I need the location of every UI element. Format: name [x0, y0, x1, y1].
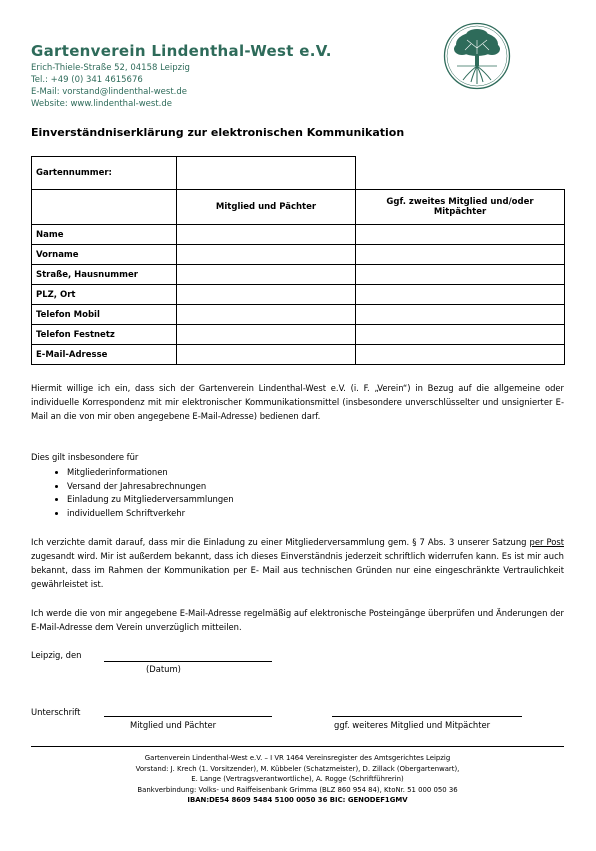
footer-bank: Bankverbindung: Volks- und Raiffeisenbank Grimma (BLZ 860 954 84), KtoNr. 51 000 050 36	[137, 785, 458, 794]
second-member-field[interactable]	[356, 345, 565, 365]
row-label: Straße, Hausnummer	[32, 265, 177, 285]
second-member-field[interactable]	[356, 325, 565, 345]
row-label: Telefon Mobil	[32, 305, 177, 325]
second-member-signature-caption: ggf. weiteres Mitglied und Mitpächter	[334, 720, 491, 730]
garden-number-field[interactable]	[177, 157, 356, 190]
second-member-field[interactable]	[356, 285, 565, 305]
column-header-second-member: Ggf. zweites Mitglied und/oder Mitpächter	[356, 190, 565, 225]
second-member-field[interactable]	[356, 245, 565, 265]
member-field[interactable]	[177, 225, 356, 245]
table-row	[32, 245, 565, 265]
row-label: Name	[32, 225, 177, 245]
org-email: E-Mail: vorstand@lindenthal-west.de	[31, 87, 187, 97]
member-field[interactable]	[177, 285, 356, 305]
row-label: Telefon Festnetz	[32, 325, 177, 345]
list-item: • Versand der Jahresabrechnungen	[67, 480, 234, 494]
document-title: Einverständniserklärung zur elektronischen Kommunikation	[31, 126, 405, 139]
table-row	[32, 225, 565, 245]
table-row	[32, 325, 565, 345]
list-item: • Mitgliederinformationen	[67, 466, 234, 480]
org-name: Gartenverein Lindenthal-West e.V.	[31, 42, 332, 60]
footer-registry: Gartenverein Lindenthal-West e.V. – I VR 1464 Vereinsregister des Amtsgerichtes Leipzig	[144, 754, 451, 762]
footer-divider	[31, 746, 564, 747]
member-field[interactable]	[177, 345, 356, 365]
list-item: • individuellem Schriftverkehr	[67, 507, 234, 521]
table-row	[32, 305, 565, 325]
second-member-field[interactable]	[356, 225, 565, 245]
date-line[interactable]	[104, 661, 272, 662]
consent-intro: Dies gilt insbesondere für	[31, 452, 139, 462]
garden-number-label: Gartennummer:	[32, 157, 177, 190]
second-member-field[interactable]	[356, 265, 565, 285]
table-row	[32, 345, 565, 365]
footer-iban: IBAN:DE54 8609 5484 5100 0050 36 BIC: GENODEF1GMV	[187, 796, 408, 804]
second-member-signature-line[interactable]	[332, 716, 522, 717]
list-item: • Einladung zu Mitgliederversammlungen	[67, 493, 234, 507]
footer-board: Vorstand: J. Krech (1. Vorsitzender), M. Kübbeler (Schatzmeister), D. Zillack (Obergartenwart),	[135, 764, 460, 773]
org-phone: Tel.: +49 (0) 341 4615676	[31, 75, 143, 85]
footer	[31, 753, 564, 806]
footer-board-2: E. Lange (Vertragsverantwortliche), A. Rogge (Schriftführerin)	[191, 775, 404, 783]
consent-paragraph-2: Ich verzichte damit darauf, dass mir die Einladung zu einer Mitgliederversammlung gem. § 7 Abs. 3 unserer Satzung per Post zugesandt wird. Mir ist außerdem bekannt, dass ich dieses Einverständnis jederzeit schriftlich widerrufen kann. Es ist mir auch bekannt, dass im Rahmen der Kommunikation per E- Mail aus technischen Gründen nur eine eingeschränkte Vertraulichkeit gewährleistet ist.	[31, 537, 564, 589]
member-field[interactable]	[177, 305, 356, 325]
consent-list	[31, 466, 234, 520]
consent-paragraph-1: Hiermit willige ich ein, dass sich der Gartenverein Lindenthal-West e.V. (i. F. „Verein“) in Bezug auf die allgemeine oder individuelle Korrespondenz mit mir elektronischer Kommunikationsmittel (insbesondere unverschlüsselter und unsignierter E-Mail an die von mir oben angegebene E-Mail-Adresse) bedienen darf.	[31, 383, 564, 421]
table-row	[32, 265, 565, 285]
second-member-field[interactable]	[356, 305, 565, 325]
per-post-underlined: per Post	[529, 537, 564, 547]
member-signature-caption: Mitglied und Pächter	[130, 720, 217, 730]
place-label: Leipzig, den	[31, 650, 82, 660]
member-signature-line[interactable]	[104, 716, 272, 717]
member-field[interactable]	[177, 245, 356, 265]
row-label: Vorname	[32, 245, 177, 265]
member-field[interactable]	[177, 265, 356, 285]
member-data-table	[31, 156, 565, 365]
date-caption: (Datum)	[146, 664, 181, 674]
tree-of-life-icon	[443, 22, 511, 90]
row-label: E-Mail-Adresse	[32, 345, 177, 365]
row-label: PLZ, Ort	[32, 285, 177, 305]
column-header-member: Mitglied und Pächter	[177, 190, 356, 225]
consent-paragraph-3: Ich werde die von mir angegebene E-Mail-Adresse regelmäßig auf elektronische Posteingänge überprüfen und Änderungen der E-Mail-Adresse dem Verein unverzüglich mitteilen.	[31, 608, 564, 632]
org-website: Website: www.lindenthal-west.de	[31, 99, 172, 109]
table-row	[32, 285, 565, 305]
member-field[interactable]	[177, 325, 356, 345]
signature-label: Unterschrift	[31, 707, 81, 717]
org-address: Erich-Thiele-Straße 52, 04158 Leipzig	[31, 63, 190, 73]
